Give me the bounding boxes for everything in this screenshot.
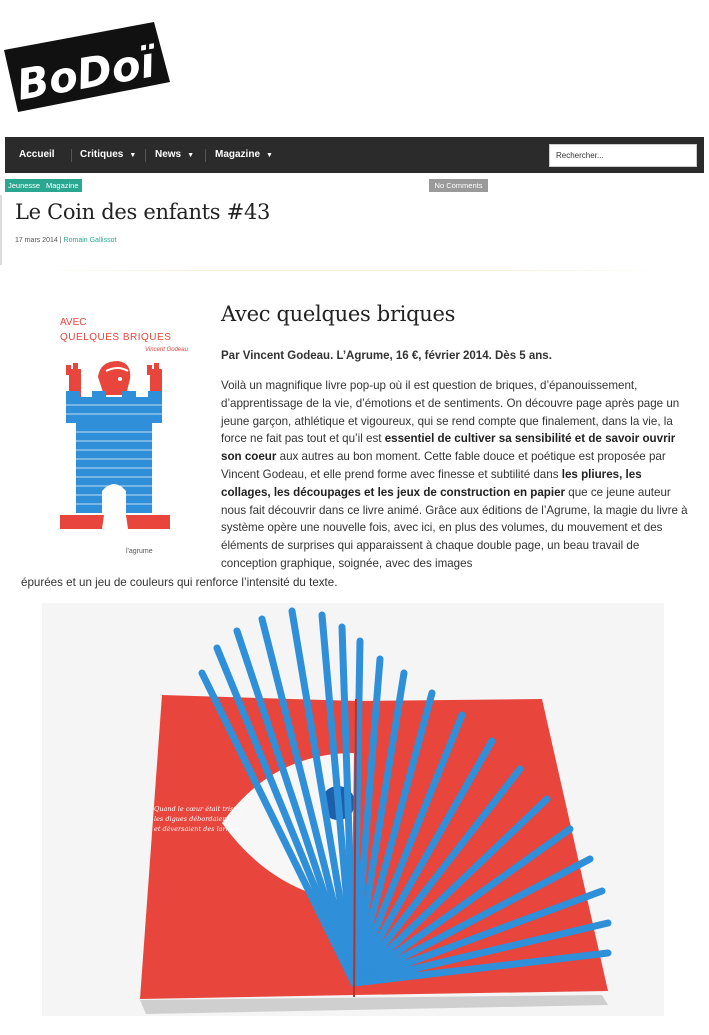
nav-separator [145,149,146,162]
post-author-link[interactable]: Romain Gallissot [63,237,117,244]
tag-magazine[interactable]: Magazine [43,179,82,192]
nav-item-accueil[interactable]: Accueil [19,149,55,160]
photo-caption-line2: les digues débordaient [154,815,230,823]
title-accent-bar [0,195,2,265]
article-title: Avec quelques briques [221,302,456,326]
meta-separator: | [59,237,62,244]
page-title: Le Coin des enfants #43 [15,200,271,224]
article-body-tail: épurées et un jeu de couleurs qui renforce l’intensité du texte. [21,576,338,589]
post-meta [15,237,116,244]
chevron-down-icon: ▼ [129,152,137,159]
post-date: 17 mars 2014 [15,237,58,244]
photo-caption-line1: Quand le cœur était triste, [154,805,242,813]
cover-title-line2: QUELQUES BRIQUES [60,332,172,343]
chevron-down-icon: ▼ [187,152,195,159]
comments-badge[interactable]: No Comments [429,179,488,192]
popup-book-photo [42,603,664,1016]
nav-item-magazine[interactable]: Magazine ▼ [215,149,273,160]
divider [30,270,670,271]
logo-text: BoDoï [13,37,159,110]
nav-item-critiques[interactable]: Critiques ▼ [80,149,137,160]
search-input[interactable] [549,144,697,167]
book-cover-image [30,305,200,565]
cover-author: Vincent Godeau [145,347,188,353]
bodoi-logo[interactable] [4,20,170,112]
article-body: Voilà un magnifique livre pop-up où il est question de briques, d’épanouissement, d’apprentissage de la vie, d’émotions et de sentiments. On découvre page après page un jeune garçon, athlétique et vigoureux, qui se rend compte que finalement, dans la vie, la force ne fait pas tout et qu’il est essentiel de cultiver sa sensibilité et de savoir ouvrir son coeur aux autres au bon moment. Cette fable douce et poétique est proposée par Vincent Godeau, et elle prend forme avec finesse et subtilité dans les pliures, les collages, les découpages et les jeux de construction en papier que ce jeune auteur nous fait découvrir dans ce livre animé. Grâce aux éditions de l’Agrume, la magie du livre à système opère une nouvelle fois, avec ici, en plus des volumes, du mouvement et des éléments de surprises qui apparaissent à chaque double page, un beau travail de conception graphique, soignée, avec des images [221,379,688,570]
chevron-down-icon: ▼ [266,152,273,159]
nav-separator [71,149,72,162]
article-byline: Par Vincent Godeau. L’Agrume, 16 €, février 2014. Dès 5 ans. [221,350,552,362]
nav-separator [205,149,206,162]
nav-item-news[interactable]: News ▼ [155,149,195,160]
tag-jeunesse[interactable]: Jeunesse [5,179,43,192]
cover-title-line1: AVEC [60,317,87,328]
cover-publisher: l'agrume [126,548,153,555]
photo-caption-line3: et déversaient des larmes. [154,825,242,833]
